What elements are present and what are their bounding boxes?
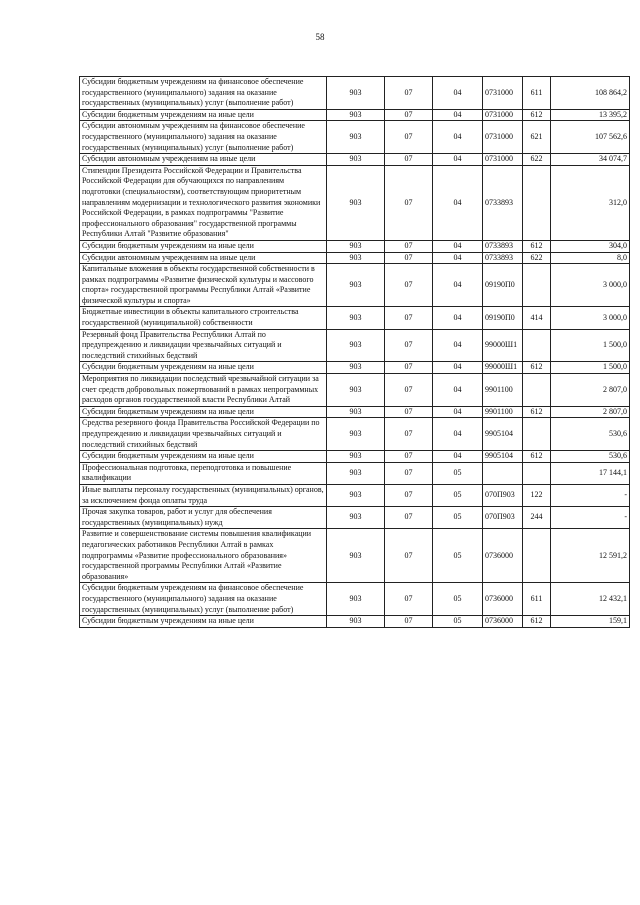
subsection-code-cell: 05 (433, 616, 483, 628)
expense-type-cell: 611 (523, 77, 551, 110)
expense-name-cell: Субсидии автономным учреждениям на финансовое обеспечение государственного (муниципального) задания на оказание государственных (муниципальных) услуг (выполнение работ) (80, 121, 327, 154)
department-code-cell: 903 (327, 616, 385, 628)
subsection-code-cell: 04 (433, 154, 483, 166)
expense-type-cell: 612 (523, 616, 551, 628)
table-row (80, 484, 630, 506)
department-code-cell: 903 (327, 109, 385, 121)
section-code-cell: 07 (385, 529, 433, 583)
department-code-cell: 903 (327, 583, 385, 616)
target-article-cell: 070П903 (483, 484, 523, 506)
department-code-cell: 903 (327, 252, 385, 264)
subsection-code-cell: 04 (433, 451, 483, 463)
expense-type-cell (523, 418, 551, 451)
table-row (80, 418, 630, 451)
target-article-cell: 09190П0 (483, 264, 523, 307)
table-row (80, 252, 630, 264)
expense-name-cell: Субсидии автономным учреждениям на иные цели (80, 154, 327, 166)
subsection-code-cell: 04 (433, 121, 483, 154)
section-code-cell: 07 (385, 374, 433, 407)
amount-cell: 1 500,0 (551, 329, 630, 362)
table-row (80, 121, 630, 154)
target-article-cell: 9901100 (483, 374, 523, 407)
subsection-code-cell: 05 (433, 507, 483, 529)
target-article-cell: 9905104 (483, 451, 523, 463)
budget-table (79, 76, 630, 628)
amount-cell: 1 500,0 (551, 362, 630, 374)
expense-type-cell: 622 (523, 154, 551, 166)
amount-cell: - (551, 507, 630, 529)
section-code-cell: 07 (385, 507, 433, 529)
table-row (80, 307, 630, 329)
amount-cell: 3 000,0 (551, 264, 630, 307)
amount-cell: 159,1 (551, 616, 630, 628)
expense-name-cell: Субсидии бюджетным учреждениям на финансовое обеспечение государственного (муниципального) задания на оказание государственных (муниципальных) услуг (выполнение работ) (80, 583, 327, 616)
department-code-cell: 903 (327, 165, 385, 240)
amount-cell: 8,0 (551, 252, 630, 264)
department-code-cell: 903 (327, 121, 385, 154)
amount-cell: 34 074,7 (551, 154, 630, 166)
table-row (80, 451, 630, 463)
table-row (80, 529, 630, 583)
section-code-cell: 07 (385, 418, 433, 451)
table-row (80, 616, 630, 628)
department-code-cell: 903 (327, 406, 385, 418)
department-code-cell: 903 (327, 240, 385, 252)
expense-name-cell: Прочая закупка товаров, работ и услуг для обеспечения государственных (муниципальных) нужд (80, 507, 327, 529)
table-row (80, 154, 630, 166)
amount-cell: 2 807,0 (551, 374, 630, 407)
table-row (80, 329, 630, 362)
target-article-cell: 0733893 (483, 165, 523, 240)
expense-name-cell: Резервный фонд Правительства Республики Алтай по предупреждению и ликвидации чрезвычайных ситуаций и последствий стихийных бедствий (80, 329, 327, 362)
subsection-code-cell: 04 (433, 418, 483, 451)
expense-name-cell: Иные выплаты персоналу государственных (муниципальных) органов, за исключением фонда оплаты труда (80, 484, 327, 506)
table-row (80, 77, 630, 110)
amount-cell: 13 395,2 (551, 109, 630, 121)
table-row (80, 462, 630, 484)
table-row (80, 362, 630, 374)
section-code-cell: 07 (385, 154, 433, 166)
target-article-cell: 0731000 (483, 154, 523, 166)
target-article-cell: 0731000 (483, 109, 523, 121)
amount-cell: 2 807,0 (551, 406, 630, 418)
department-code-cell: 903 (327, 484, 385, 506)
expense-name-cell: Субсидии бюджетным учреждениям на иные цели (80, 451, 327, 463)
subsection-code-cell: 04 (433, 329, 483, 362)
subsection-code-cell: 04 (433, 307, 483, 329)
expense-type-cell: 612 (523, 406, 551, 418)
amount-cell: 304,0 (551, 240, 630, 252)
section-code-cell: 07 (385, 121, 433, 154)
expense-type-cell: 122 (523, 484, 551, 506)
subsection-code-cell: 04 (433, 374, 483, 407)
amount-cell: 530,6 (551, 418, 630, 451)
section-code-cell: 07 (385, 462, 433, 484)
subsection-code-cell: 04 (433, 264, 483, 307)
expense-name-cell: Субсидии бюджетным учреждениям на иные цели (80, 109, 327, 121)
target-article-cell: 0731000 (483, 77, 523, 110)
department-code-cell: 903 (327, 451, 385, 463)
expense-name-cell: Развитие и совершенствование системы повышения квалификации педагогических работников Республики Алтай в рамках подпрограммы «Развитие профессионального образования» государственной программы Республики Алтай «Развитие образования» (80, 529, 327, 583)
expense-type-cell (523, 165, 551, 240)
department-code-cell: 903 (327, 374, 385, 407)
expense-type-cell (523, 264, 551, 307)
target-article-cell: 09190П0 (483, 307, 523, 329)
table-row (80, 583, 630, 616)
expense-type-cell: 612 (523, 240, 551, 252)
table-row (80, 240, 630, 252)
expense-name-cell: Стипендии Президента Российской Федерации и Правительства Российской Федерации для обучающихся по направлениям подготовки (специальностям), соответствующим приоритетным направлениям модернизации и технологического развития экономики Российской Федерации, в рамках подпрограммы "Развитие профессионального образования" государственной программы Республики Алтай "Развитие образования" (80, 165, 327, 240)
department-code-cell: 903 (327, 462, 385, 484)
expense-name-cell: Средства резервного фонда Правительства Российской Федерации по предупреждению и ликвидации чрезвычайных ситуаций и последствий стихийных бедствий (80, 418, 327, 451)
section-code-cell: 07 (385, 616, 433, 628)
department-code-cell: 903 (327, 77, 385, 110)
department-code-cell: 903 (327, 362, 385, 374)
table-row (80, 507, 630, 529)
target-article-cell: 9901100 (483, 406, 523, 418)
subsection-code-cell: 04 (433, 240, 483, 252)
subsection-code-cell: 04 (433, 406, 483, 418)
table-row (80, 406, 630, 418)
subsection-code-cell: 04 (433, 165, 483, 240)
expense-type-cell: 612 (523, 362, 551, 374)
section-code-cell: 07 (385, 165, 433, 240)
expense-type-cell: 612 (523, 109, 551, 121)
expense-type-cell: 612 (523, 451, 551, 463)
section-code-cell: 07 (385, 109, 433, 121)
expense-name-cell: Бюджетные инвестиции в объекты капитального строительства государственной (муниципальной) собственности (80, 307, 327, 329)
amount-cell: - (551, 484, 630, 506)
amount-cell: 108 864,2 (551, 77, 630, 110)
expense-name-cell: Мероприятия по ликвидации последствий чрезвычайной ситуации за счет средств добровольных пожертвований в рамках непрограммных расходов органов государственной власти Республики Алтай (80, 374, 327, 407)
amount-cell: 312,0 (551, 165, 630, 240)
subsection-code-cell: 05 (433, 529, 483, 583)
subsection-code-cell: 05 (433, 583, 483, 616)
table-row (80, 264, 630, 307)
department-code-cell: 903 (327, 307, 385, 329)
amount-cell: 17 144,1 (551, 462, 630, 484)
expense-type-cell: 244 (523, 507, 551, 529)
expense-name-cell: Субсидии бюджетным учреждениям на иные цели (80, 616, 327, 628)
expense-type-cell: 611 (523, 583, 551, 616)
target-article-cell: 9905104 (483, 418, 523, 451)
target-article-cell: 99000Ш1 (483, 329, 523, 362)
amount-cell: 12 432,1 (551, 583, 630, 616)
expense-name-cell: Субсидии автономным учреждениям на иные цели (80, 252, 327, 264)
amount-cell: 3 000,0 (551, 307, 630, 329)
department-code-cell: 903 (327, 329, 385, 362)
target-article-cell (483, 462, 523, 484)
section-code-cell: 07 (385, 240, 433, 252)
expense-name-cell: Субсидии бюджетным учреждениям на финансовое обеспечение государственного (муниципального) задания на оказание государственных (муниципальных) услуг (выполнение работ) (80, 77, 327, 110)
section-code-cell: 07 (385, 406, 433, 418)
expense-type-cell (523, 374, 551, 407)
table-row (80, 374, 630, 407)
subsection-code-cell: 05 (433, 462, 483, 484)
target-article-cell: 0736000 (483, 616, 523, 628)
department-code-cell: 903 (327, 418, 385, 451)
subsection-code-cell: 04 (433, 252, 483, 264)
subsection-code-cell: 04 (433, 77, 483, 110)
expense-name-cell: Субсидии бюджетным учреждениям на иные цели (80, 406, 327, 418)
section-code-cell: 07 (385, 583, 433, 616)
expense-name-cell: Профессиональная подготовка, переподготовка и повышение квалификации (80, 462, 327, 484)
target-article-cell: 0736000 (483, 529, 523, 583)
department-code-cell: 903 (327, 264, 385, 307)
department-code-cell: 903 (327, 154, 385, 166)
subsection-code-cell: 04 (433, 362, 483, 374)
amount-cell: 530,6 (551, 451, 630, 463)
section-code-cell: 07 (385, 77, 433, 110)
expense-type-cell: 621 (523, 121, 551, 154)
target-article-cell: 070П903 (483, 507, 523, 529)
section-code-cell: 07 (385, 362, 433, 374)
subsection-code-cell: 05 (433, 484, 483, 506)
expense-type-cell: 622 (523, 252, 551, 264)
department-code-cell: 903 (327, 507, 385, 529)
section-code-cell: 07 (385, 329, 433, 362)
amount-cell: 107 562,6 (551, 121, 630, 154)
section-code-cell: 07 (385, 484, 433, 506)
expense-type-cell (523, 529, 551, 583)
expense-type-cell (523, 462, 551, 484)
expense-name-cell: Субсидии бюджетным учреждениям на иные цели (80, 240, 327, 252)
section-code-cell: 07 (385, 264, 433, 307)
table-body (80, 77, 630, 628)
subsection-code-cell: 04 (433, 109, 483, 121)
expense-name-cell: Капитальные вложения в объекты государственной собственности в рамках подпрограммы «Развитие физической культуры и массового спорта» государственной программы Республики Алтай «Развитие физической культуры и спорта» (80, 264, 327, 307)
target-article-cell: 0731000 (483, 121, 523, 154)
expense-type-cell: 414 (523, 307, 551, 329)
section-code-cell: 07 (385, 252, 433, 264)
expense-name-cell: Субсидии бюджетным учреждениям на иные цели (80, 362, 327, 374)
department-code-cell: 903 (327, 529, 385, 583)
target-article-cell: 0733893 (483, 240, 523, 252)
section-code-cell: 07 (385, 307, 433, 329)
target-article-cell: 99000Ш1 (483, 362, 523, 374)
target-article-cell: 0733893 (483, 252, 523, 264)
expense-type-cell (523, 329, 551, 362)
page-number: 58 (315, 32, 325, 42)
amount-cell: 12 591,2 (551, 529, 630, 583)
table-row (80, 109, 630, 121)
section-code-cell: 07 (385, 451, 433, 463)
target-article-cell: 0736000 (483, 583, 523, 616)
table-row (80, 165, 630, 240)
